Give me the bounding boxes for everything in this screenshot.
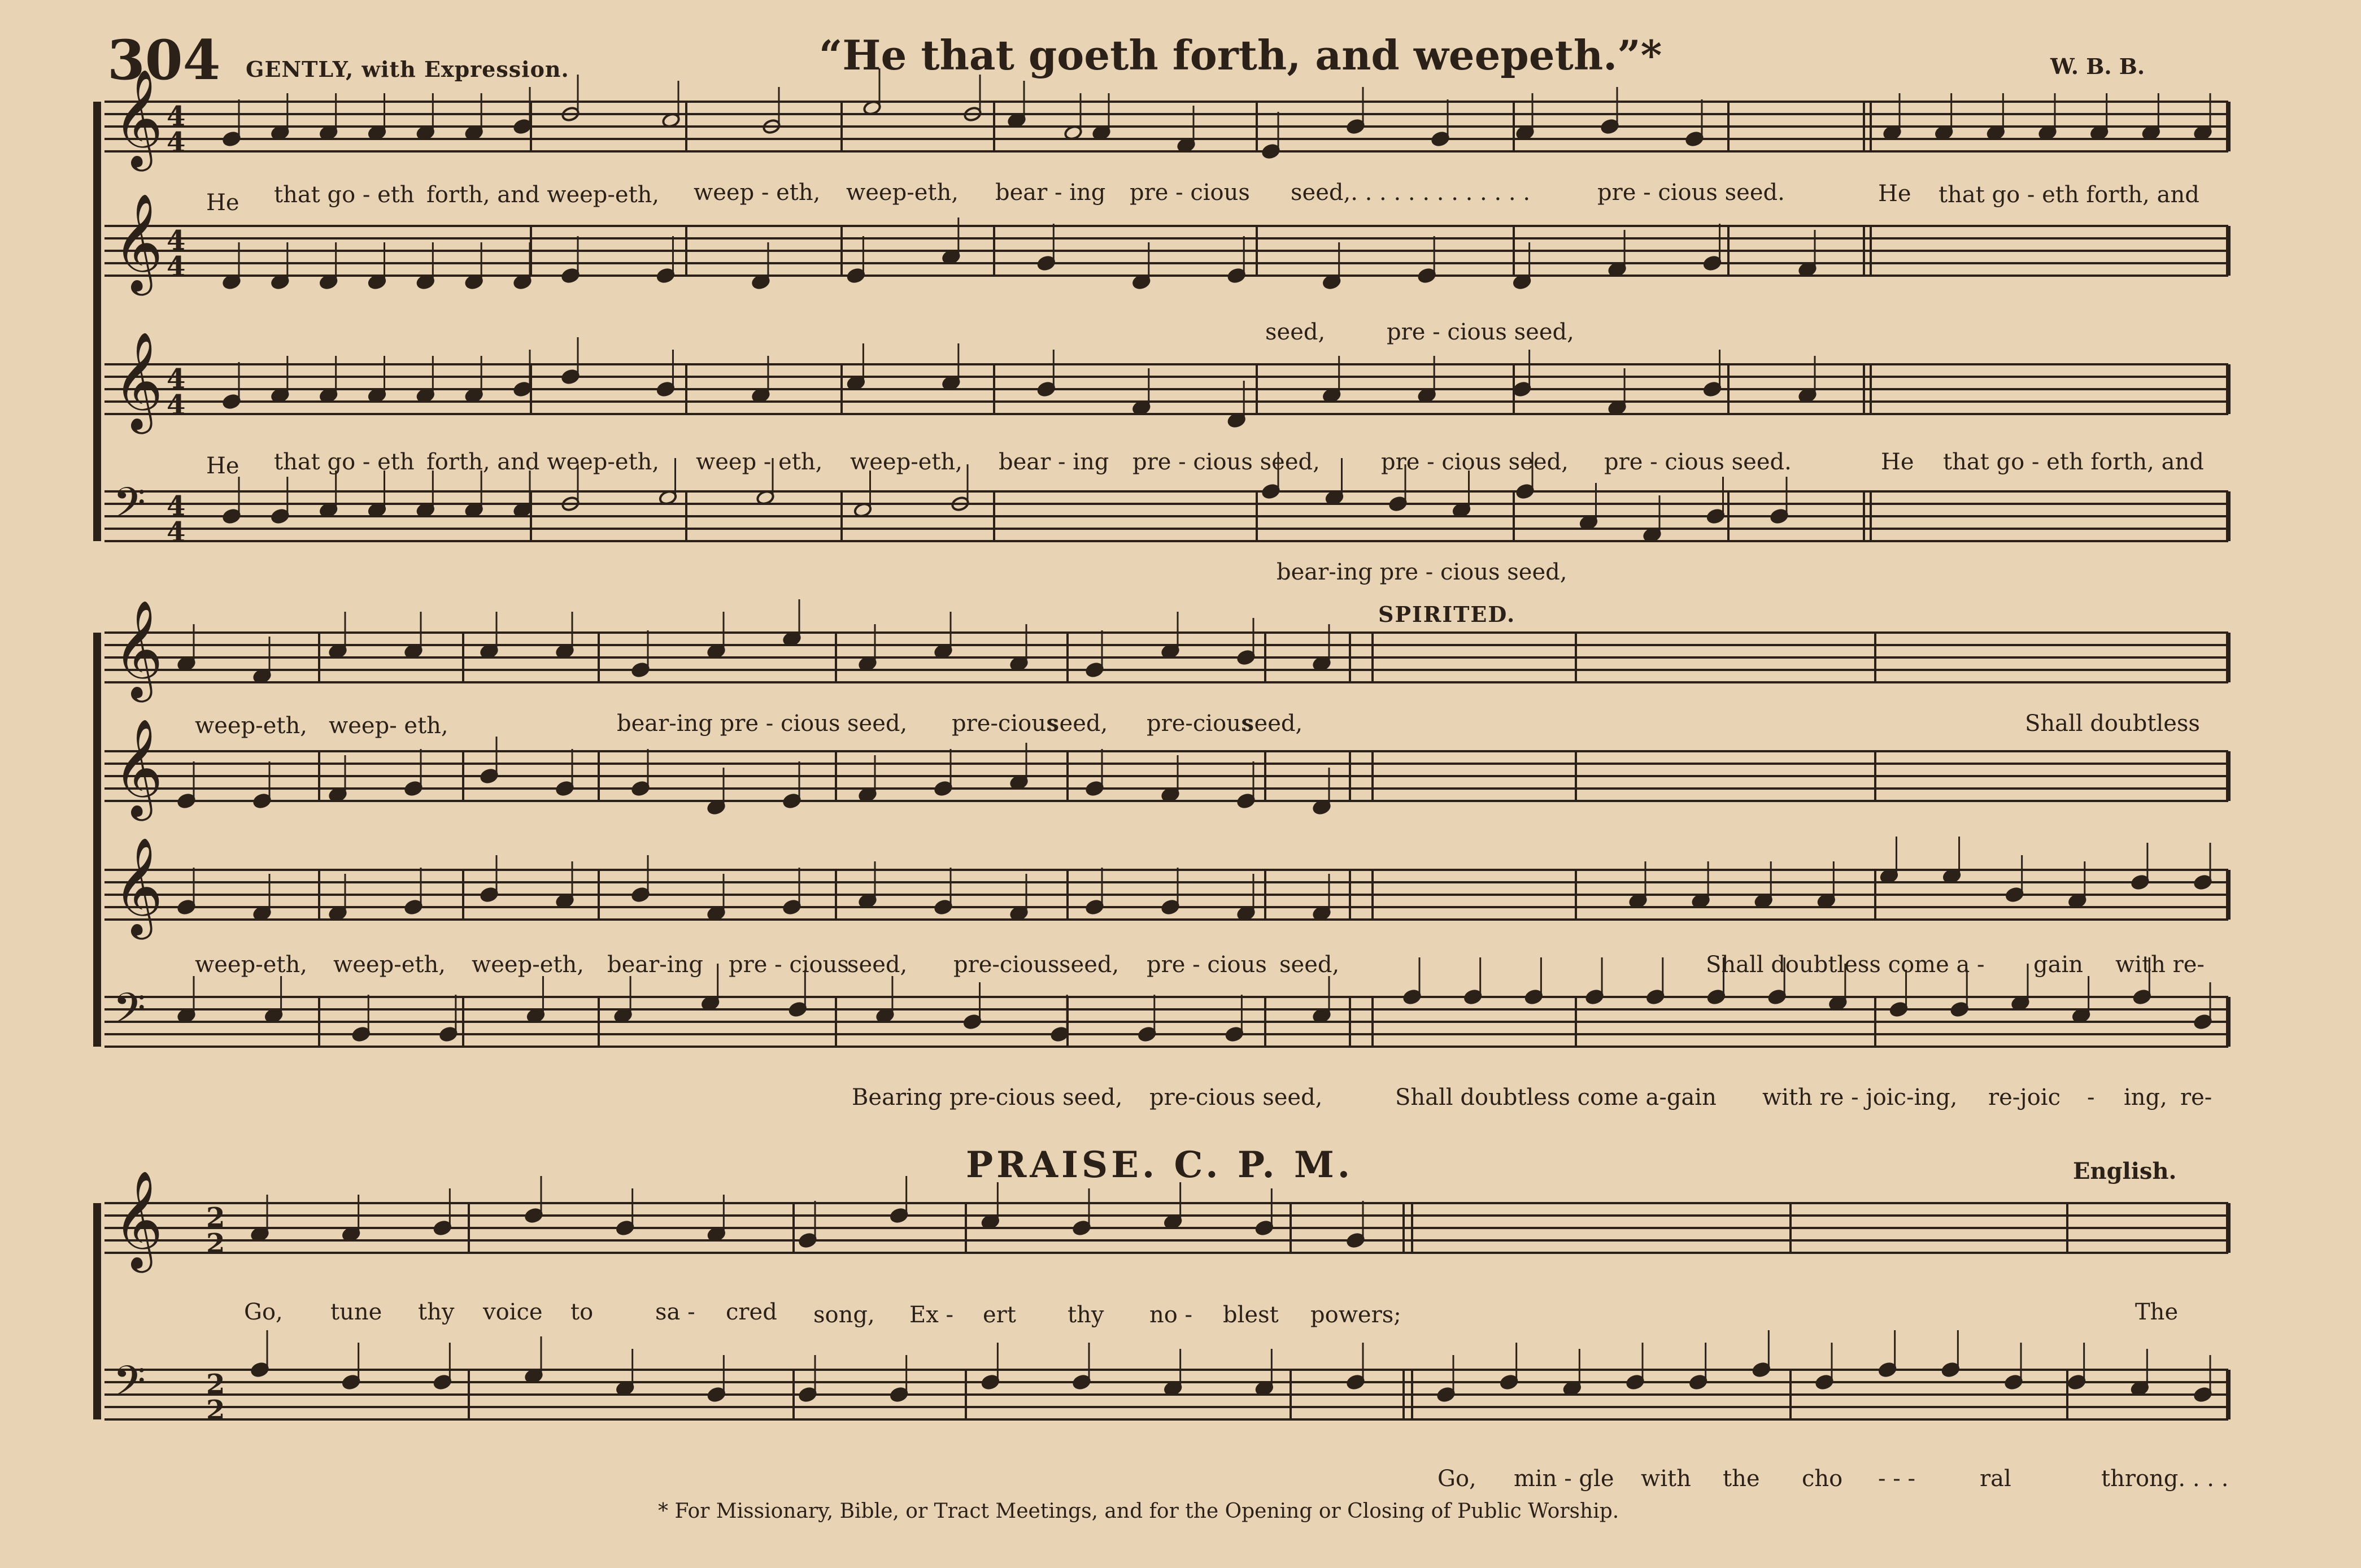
- lyric-s2-4-0: Bearing pre-cious seed,: [852, 1084, 1123, 1110]
- lyric-s2-3-9: seed,: [1279, 952, 1340, 978]
- notes-s3-1: [250, 1330, 1365, 1403]
- lyric-s1-1-1: that go - eth: [274, 182, 415, 208]
- tempo-marking: GENTLY, with Expression.: [246, 56, 569, 82]
- lyric-s1-3-1: that go - eth: [274, 449, 415, 475]
- staff-s3-1: [104, 1370, 2228, 1419]
- lyric-s1-1-9: He: [1878, 181, 1911, 207]
- lyric-s1-1-5: bear - ing: [995, 180, 1106, 206]
- lyric-s2-4-4: re-joic: [1988, 1084, 2061, 1110]
- lyric-s3-1-2: thy: [418, 1299, 455, 1325]
- lyric-s2-4-6: ing,: [2124, 1084, 2167, 1110]
- notes-s1-1-a: [222, 242, 532, 290]
- timesig-s1-0-num: 4: [167, 101, 186, 132]
- lyric-s2-1-6: pre-cious: [1147, 711, 1253, 737]
- spirited-marking: SPIRITED.: [1378, 602, 1516, 627]
- lyric-s1-3-3: weep - eth,: [696, 449, 823, 475]
- lyric-s2-3-7: seed,: [1059, 952, 1119, 978]
- lyric-s1-1-3: weep - eth,: [694, 180, 821, 206]
- timesig-s1-1-num: 4: [167, 225, 186, 256]
- notes-s2-2-b: [1628, 837, 2212, 909]
- lyric-s1-1-10: that go - eth forth, and: [1939, 182, 2199, 208]
- brace-system-3: [93, 1203, 101, 1419]
- lyric-s2-4-7: re-: [2180, 1084, 2212, 1110]
- lyric-s2-3-4: pre - cious: [729, 952, 849, 978]
- staff-s3-0: [104, 1203, 2228, 1253]
- timesig-s1-1-den: 4: [167, 251, 186, 282]
- clef-s2-1: 𝄞: [113, 718, 163, 817]
- lyric-s2-3-11: gain: [2033, 952, 2084, 978]
- lyric-s1-3-7: pre - cious seed,: [1381, 449, 1569, 475]
- lyric-s2-1-0: weep-eth,: [195, 713, 307, 739]
- lyric-s1-3-2: forth, and weep-eth,: [426, 449, 660, 475]
- lyric-s3-2-4: cho: [1802, 1466, 1843, 1492]
- lyric-s3-1-9: ert: [983, 1302, 1016, 1328]
- notes-s2-0: [177, 599, 1331, 684]
- lyric-s1-1-8: pre - cious seed.: [1597, 180, 1785, 206]
- lyric-s3-2-6: ral: [1980, 1466, 2011, 1492]
- lyric-s2-3-12: with re-: [2115, 952, 2205, 978]
- timesig-s3-1-den: 2: [206, 1395, 225, 1426]
- lyric-s2-3-1: weep-eth,: [333, 952, 446, 978]
- lyric-s3-1-3: voice: [483, 1299, 543, 1325]
- lyric-s3-1-12: blest: [1223, 1302, 1279, 1328]
- clef-s1-2: 𝄞: [113, 332, 163, 430]
- lyric-s3-1-0: Go,: [244, 1299, 283, 1325]
- timesig-s1-3-den: 4: [167, 516, 186, 548]
- lyric-s3-1-10: thy: [1068, 1302, 1104, 1328]
- lyric-s2-3-0: weep-eth,: [195, 952, 307, 978]
- lyric-s3-1-7: song,: [813, 1302, 875, 1328]
- clef-s1-0: 𝄞: [113, 69, 163, 167]
- lyric-s3-2-0: Go,: [1437, 1466, 1476, 1492]
- lyric-s1-3-0: He: [206, 453, 239, 479]
- lyric-s2-4-3: with re - joic-ing,: [1762, 1084, 1958, 1110]
- timesig-s1-0-den: 4: [167, 127, 186, 158]
- lyric-s3-1-13: powers;: [1310, 1302, 1401, 1328]
- clef-s2-2: 𝄞: [113, 837, 163, 935]
- lyric-s2-1-3: seed,: [847, 711, 908, 737]
- notes-s1-1-b: [561, 217, 1817, 290]
- notes-s3-1-b: [1436, 1330, 2212, 1403]
- lyric-s3-1-14: The: [2135, 1299, 2179, 1325]
- notes-s1-0-c: [1007, 81, 1704, 159]
- lyric-s3-2-7: throng. . . .: [2101, 1466, 2229, 1492]
- lyric-s2-1-2: bear-ing pre - cious: [617, 711, 840, 737]
- staff-s1-1: [104, 226, 2228, 276]
- lyric-s1-3-5: bear - ing: [999, 449, 1109, 475]
- lyric-s1-2-1: pre - cious seed,: [1387, 319, 1574, 345]
- lyric-s1-3-10: that go - eth forth, and: [1943, 449, 2204, 475]
- lyric-s2-3-2: weep-eth,: [472, 952, 584, 978]
- lyric-s3-1-5: sa -: [655, 1299, 695, 1325]
- page-number: 304: [107, 28, 221, 92]
- lyric-s2-3-6: pre-cious: [953, 952, 1060, 978]
- footnote: * For Missionary, Bible, or Tract Meetings, and for the Opening or Closing of Public Worship.: [658, 1500, 1619, 1523]
- lyric-s2-1-8: Shall doubtless: [2025, 711, 2200, 737]
- clef-s2-0: 𝄞: [113, 600, 163, 698]
- timesig-s1-2-num: 4: [167, 363, 186, 395]
- timesig-s3-0-den: 2: [206, 1228, 225, 1260]
- lyric-s1-1-6: pre - cious: [1130, 180, 1250, 206]
- notes-s1-0-b: [561, 68, 1082, 141]
- clef-s3-1: 𝄢: [113, 1357, 146, 1416]
- lyric-s2-4-5: -: [2087, 1084, 2095, 1110]
- clef-s1-3: 𝄢: [113, 478, 146, 538]
- hymn-title: “He that goeth forth, and weepeth.”*: [819, 31, 1662, 79]
- clef-s1-1: 𝄞: [113, 193, 163, 291]
- notes-s3-0: [250, 1176, 1365, 1248]
- lyric-s2-4-2: Shall doubtless come a-gain: [1395, 1084, 1717, 1110]
- praise-title: PRAISE. C. P. M.: [966, 1144, 1354, 1186]
- lyric-s3-2-1: min - gle: [1514, 1466, 1614, 1492]
- notes-s1-0-d: [1883, 93, 2212, 141]
- clef-s2-3: 𝄢: [113, 984, 146, 1043]
- lyric-s2-4-1: pre-cious seed,: [1149, 1084, 1323, 1110]
- lyric-s3-2-2: with: [1641, 1466, 1691, 1492]
- lyric-s2-1-5: seed,: [1048, 711, 1108, 737]
- timesig-s1-3-num: 4: [167, 490, 186, 522]
- lyric-s1-3-4: weep-eth,: [850, 449, 962, 475]
- timesig-s1-2-den: 4: [167, 389, 186, 421]
- lyric-s3-1-1: tune: [330, 1299, 382, 1325]
- lyric-s2-1-7: seed,: [1243, 711, 1303, 737]
- lyric-s2-3-3: bear-ing: [607, 952, 703, 978]
- praise-composer: English.: [2073, 1158, 2177, 1184]
- lyric-s3-1-4: to: [570, 1299, 594, 1325]
- lyric-s1-1-4: weep-eth,: [846, 180, 959, 206]
- lyric-s3-1-11: no -: [1149, 1302, 1193, 1328]
- lyric-s1-1-2: forth, and weep-eth,: [426, 182, 660, 208]
- lyric-s1-4-0: bear-ing pre - cious seed,: [1277, 559, 1567, 585]
- lyric-s1-3-6: pre - cious seed,: [1132, 449, 1320, 475]
- brace-system-2: [93, 633, 101, 1047]
- lyric-s3-2-5: - - -: [1878, 1466, 1915, 1492]
- lyric-s3-1-8: Ex -: [909, 1302, 953, 1328]
- lyric-s2-3-5: seed,: [847, 952, 908, 978]
- lyric-s2-3-8: pre - cious: [1147, 952, 1267, 978]
- lyric-s1-2-0: seed,: [1265, 319, 1326, 345]
- lyric-s3-1-6: cred: [726, 1299, 777, 1325]
- clef-s3-0: 𝄞: [113, 1170, 163, 1269]
- notes-s2-2: [177, 855, 1331, 921]
- lyric-s1-1-7: seed,. . . . . . . . . . . . .: [1291, 180, 1531, 206]
- lyric-s2-3-10: Shall doubtless come a -: [1706, 952, 1985, 978]
- lyric-s2-1-1: weep- eth,: [329, 713, 448, 739]
- lyric-s2-1-4: pre-cious: [952, 711, 1058, 737]
- lyric-s1-3-9: He: [1881, 449, 1914, 475]
- staff-s2-3: [104, 997, 2228, 1047]
- author-initials: W. B. B.: [2050, 54, 2145, 79]
- lyric-s3-2-3: the: [1723, 1466, 1760, 1492]
- lyric-s1-3-8: pre - cious seed.: [1604, 449, 1792, 475]
- timesig-s3-1-num: 2: [206, 1369, 225, 1400]
- lyric-s1-1-0: He: [206, 190, 239, 216]
- brace-system-1: [93, 102, 101, 541]
- timesig-s3-0-num: 2: [206, 1202, 225, 1234]
